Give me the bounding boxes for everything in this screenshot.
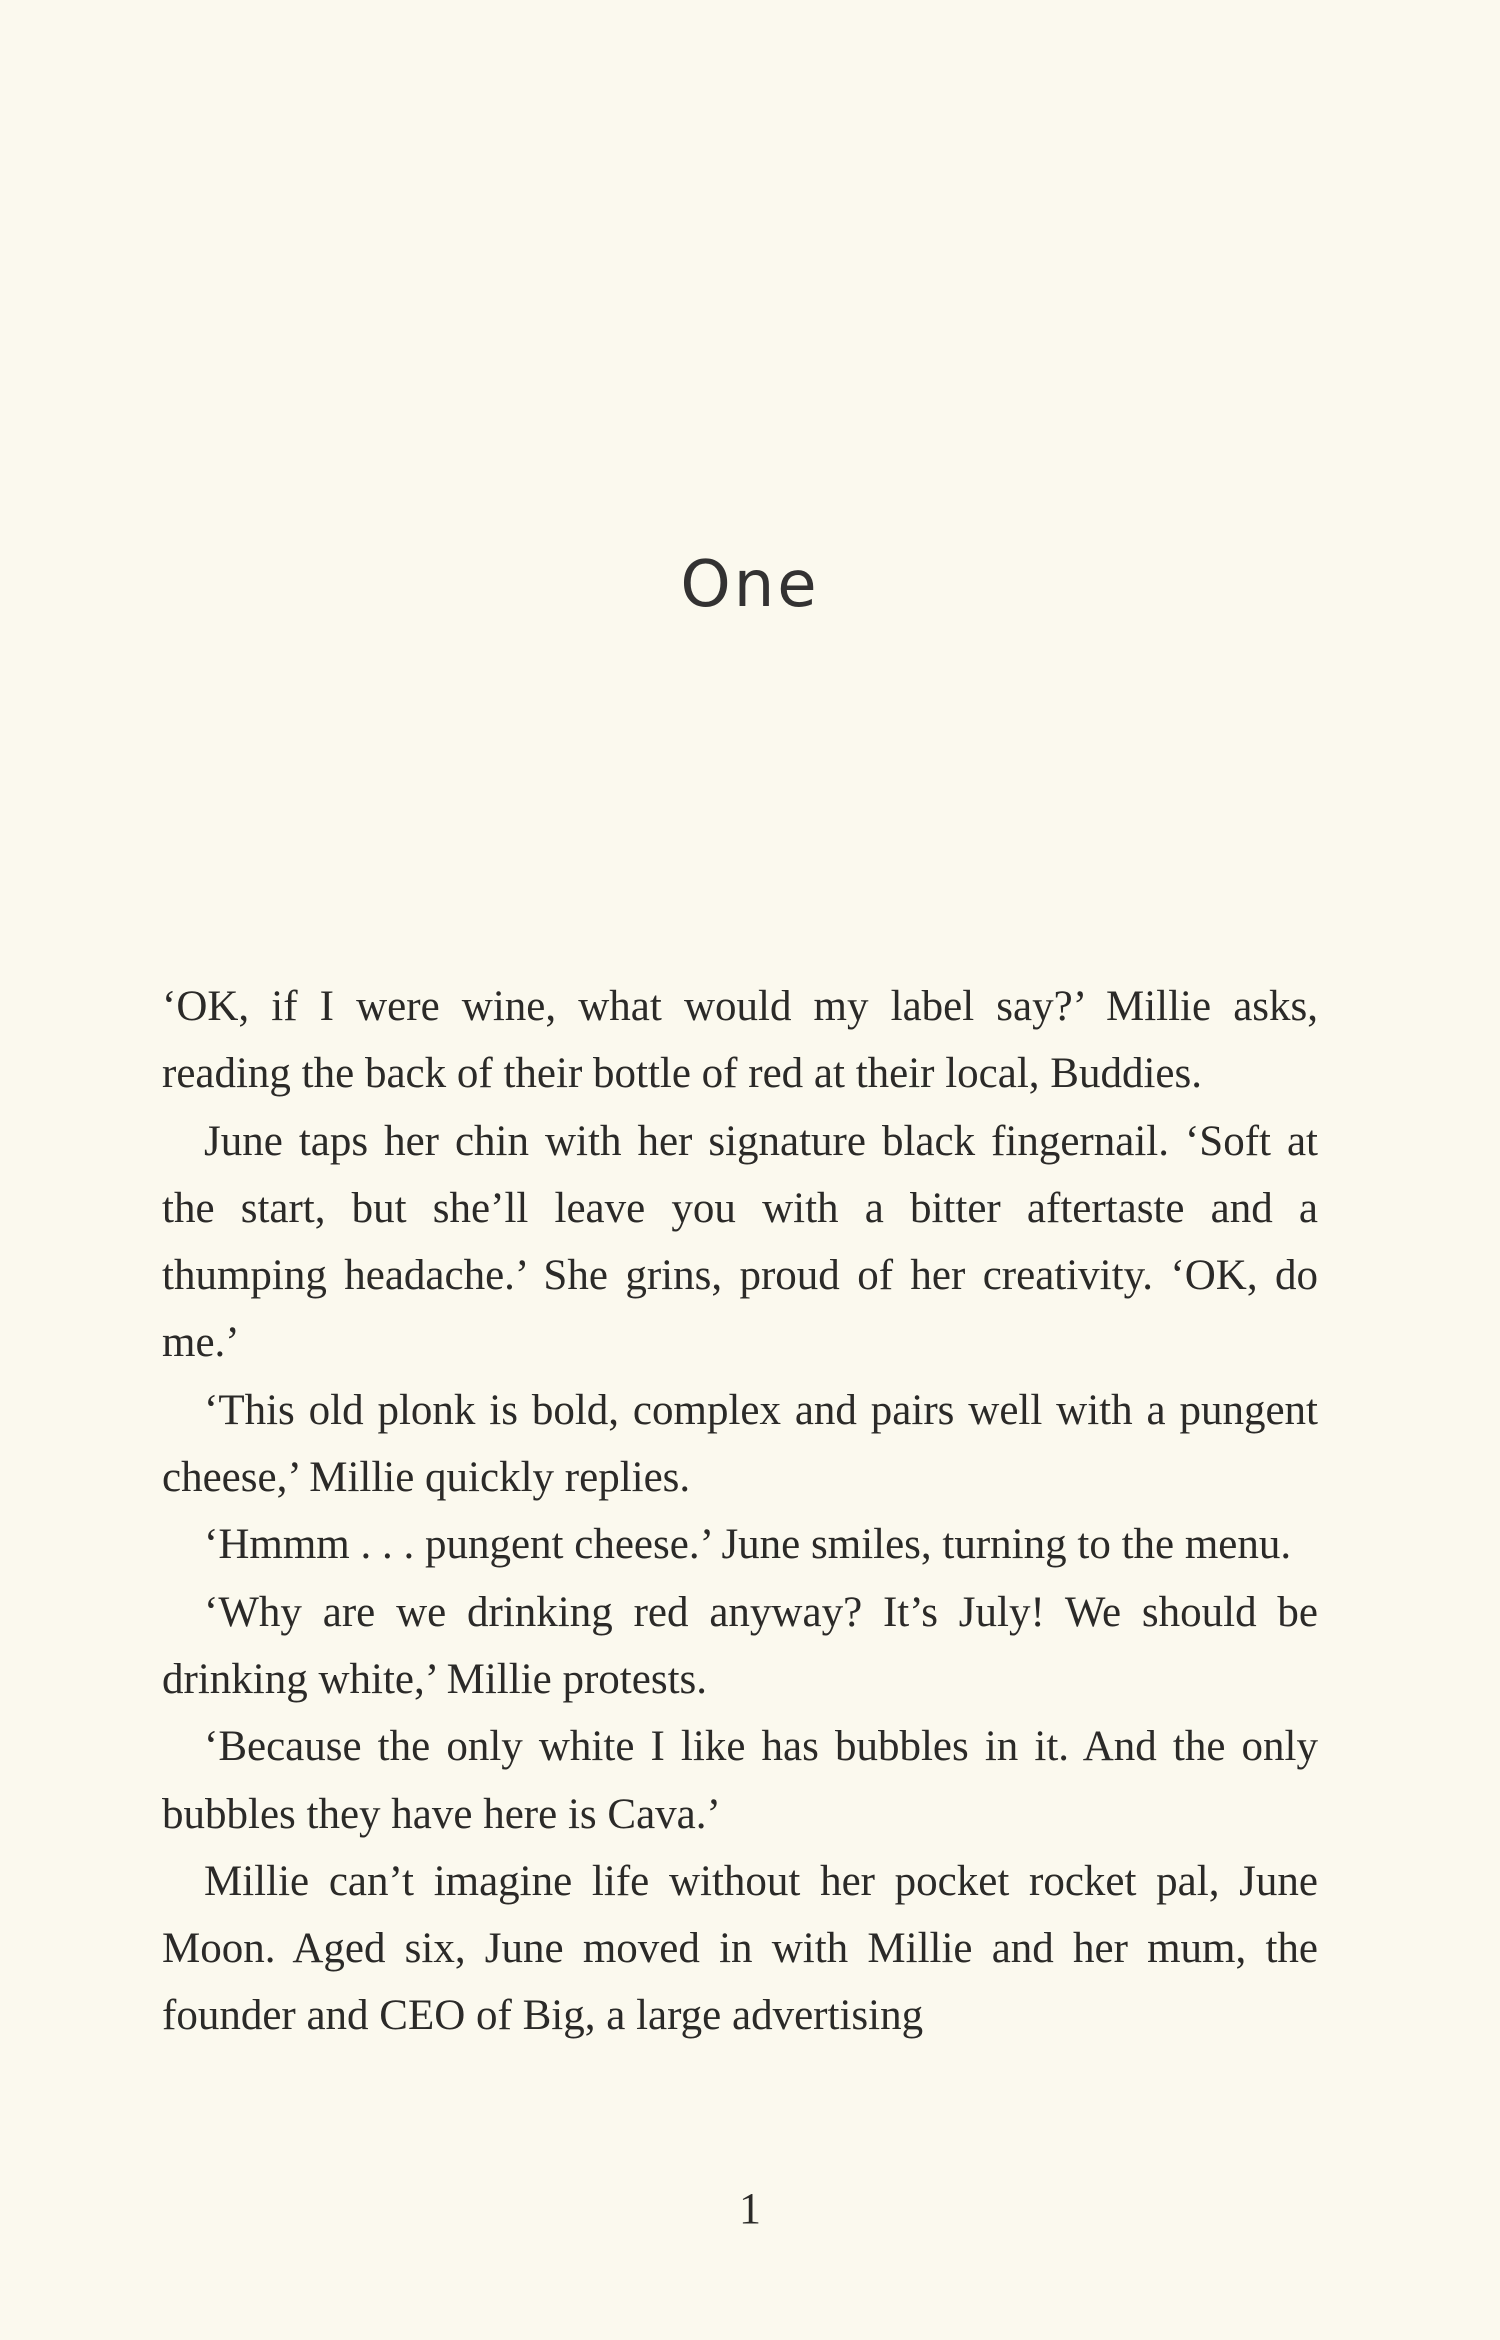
chapter-title: One [680,548,820,622]
paragraph: ‘Hmmm . . . pungent cheese.’ June smiles, turning to the menu. [204,1521,1292,1569]
paragraph: ‘OK, if I were wine, what would my label say?’ Millie asks, reading the back of their bottle of red at their local, Buddies. [162,983,1318,1098]
paragraph: ‘Why are we drinking red anyway? It’s July! We should be drinking white,’ Millie protests. [162,1588,1318,1703]
paragraph: ‘Because the only white I like has bubbles in it. And the only bubbles they have here is Cava.’ [162,1723,1318,1838]
paragraph: ‘This old plonk is bold, complex and pairs well with a pungent cheese,’ Millie quickly replies. [162,1386,1318,1502]
paragraph: June taps her chin with her signature black fingernail. ‘Soft at the start, but she’ll leave you with a bitter aftertaste and a thumping headache.’ She grins, proud of her creativity. ‘OK, do me.’ [162,1117,1318,1367]
page-number: 1 [739,2184,761,2233]
paragraph: Millie can’t imagine life without her pocket rocket pal, June Moon. Aged six, June moved in with Millie and her mum, the founder and CEO of Big, a large advertising [162,1857,1318,2040]
body-text [162,973,1318,2050]
